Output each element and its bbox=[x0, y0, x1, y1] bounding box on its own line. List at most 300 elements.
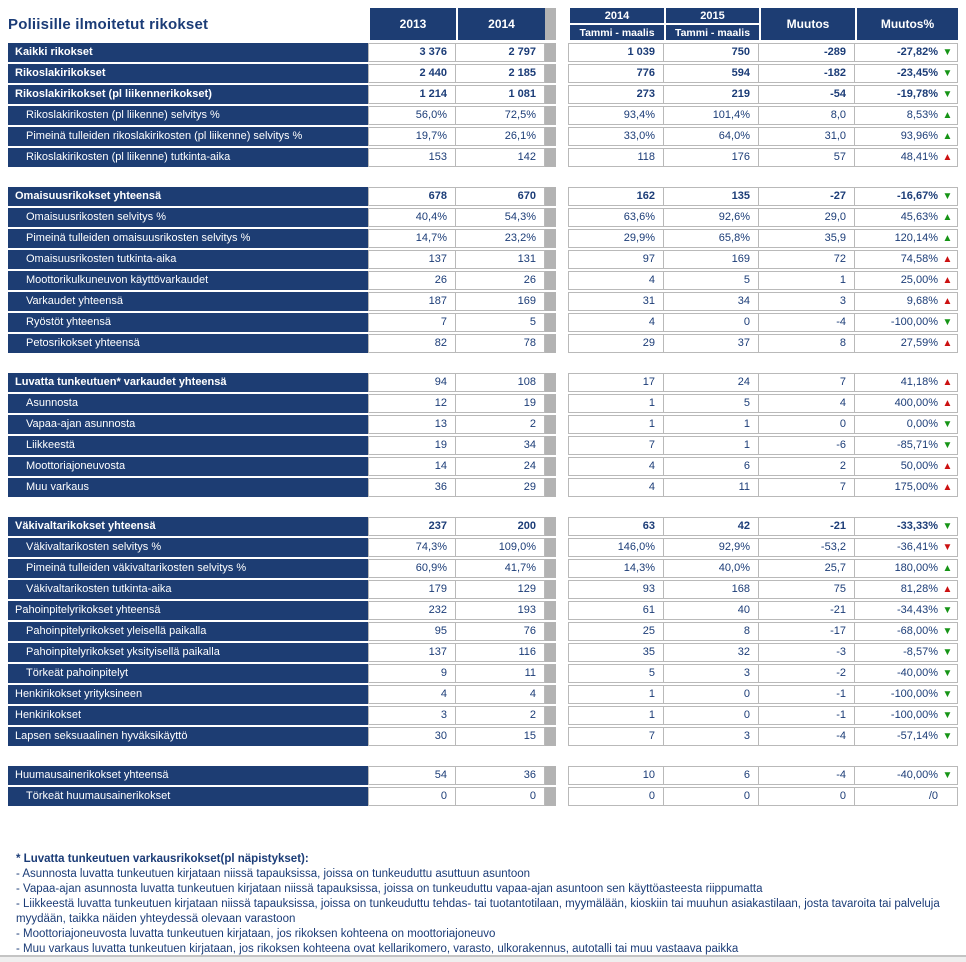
column-divider bbox=[545, 373, 568, 392]
col-header-2015-q1 bbox=[664, 8, 759, 40]
cell-2014-q1: 1 bbox=[568, 415, 664, 434]
cell-muutos: 3 bbox=[759, 292, 855, 311]
cell-2013: 187 bbox=[368, 292, 456, 311]
cell-muutos-pct bbox=[855, 229, 958, 248]
cell-2015-q1: 5 bbox=[664, 271, 759, 290]
trend-up-icon: ▲ bbox=[942, 212, 953, 223]
cell-2014: 36 bbox=[456, 766, 545, 785]
cell-2014-q1: 33,0% bbox=[568, 127, 664, 146]
divider-bar bbox=[545, 85, 556, 104]
cell-2014: 2 bbox=[456, 415, 545, 434]
table-row bbox=[8, 457, 958, 476]
cell-2015-q1: 176 bbox=[664, 148, 759, 167]
trend-up-icon: ▲ bbox=[942, 461, 953, 472]
row-label: Rikoslakirikosten (pl liikenne) selvitys % bbox=[8, 106, 368, 125]
cell-2013: 40,4% bbox=[368, 208, 456, 227]
table-header bbox=[8, 8, 958, 40]
cell-2014-q1: 1 bbox=[568, 685, 664, 704]
column-divider bbox=[545, 394, 568, 413]
cell-muutos: 0 bbox=[759, 415, 855, 434]
cell-2013: 0 bbox=[368, 787, 456, 806]
muutos-pct-value: /0 bbox=[928, 790, 938, 802]
column-divider bbox=[545, 457, 568, 476]
cell-2013: 1 214 bbox=[368, 85, 456, 104]
cell-muutos-pct bbox=[855, 457, 958, 476]
cell-muutos: -182 bbox=[759, 64, 855, 83]
row-label: Asunnosta bbox=[8, 394, 368, 413]
table-row bbox=[8, 727, 958, 746]
cell-muutos-pct bbox=[855, 643, 958, 662]
cell-2014: 670 bbox=[456, 187, 545, 206]
cell-2014: 26,1% bbox=[456, 127, 545, 146]
muutos-pct-value: 0,00% bbox=[906, 418, 938, 430]
col-header-2014-q1-year: 2014 bbox=[570, 8, 664, 23]
cell-2014: 2 797 bbox=[456, 43, 545, 62]
col-header-2015-q1-period: Tammi - maalis bbox=[666, 25, 759, 40]
cell-2015-q1: 135 bbox=[664, 187, 759, 206]
cell-2015-q1: 0 bbox=[664, 706, 759, 725]
muutos-pct-value: 41,18% bbox=[900, 376, 938, 388]
cell-muutos: 75 bbox=[759, 580, 855, 599]
cell-muutos-pct bbox=[855, 208, 958, 227]
cell-2014-q1: 1 039 bbox=[568, 43, 664, 62]
cell-2014: 76 bbox=[456, 622, 545, 641]
table-row bbox=[8, 664, 958, 683]
divider-bar bbox=[545, 622, 556, 641]
cell-2013: 9 bbox=[368, 664, 456, 683]
cell-2013: 30 bbox=[368, 727, 456, 746]
cell-muutos-pct bbox=[855, 85, 958, 104]
cell-2015-q1: 40,0% bbox=[664, 559, 759, 578]
cell-muutos-pct bbox=[855, 517, 958, 536]
cell-2014: 109,0% bbox=[456, 538, 545, 557]
row-label: Törkeät huumausainerikokset bbox=[8, 787, 368, 806]
column-divider bbox=[545, 478, 568, 497]
cell-2014-q1: 97 bbox=[568, 250, 664, 269]
column-divider bbox=[545, 229, 568, 248]
cell-2014: 29 bbox=[456, 478, 545, 497]
cell-muutos-pct bbox=[855, 766, 958, 785]
table-row bbox=[8, 334, 958, 353]
cell-2013: 74,3% bbox=[368, 538, 456, 557]
table-row bbox=[8, 229, 958, 248]
column-divider bbox=[545, 313, 568, 332]
cell-2014: 23,2% bbox=[456, 229, 545, 248]
cell-2013: 19,7% bbox=[368, 127, 456, 146]
muutos-pct-value: 93,96% bbox=[900, 130, 938, 142]
divider-bar bbox=[545, 292, 556, 311]
table-row bbox=[8, 517, 958, 536]
column-divider bbox=[545, 787, 568, 806]
column-divider bbox=[545, 664, 568, 683]
divider-bar bbox=[545, 787, 556, 806]
cell-muutos-pct bbox=[855, 727, 958, 746]
muutos-pct-value: -8,57% bbox=[903, 646, 938, 658]
trend-down-icon: ▼ bbox=[942, 770, 953, 781]
table-row bbox=[8, 478, 958, 497]
cell-muutos: -3 bbox=[759, 643, 855, 662]
cell-muutos-pct bbox=[855, 373, 958, 392]
divider-bar bbox=[545, 8, 556, 40]
trend-up-icon: ▲ bbox=[942, 482, 953, 493]
cell-muutos-pct bbox=[855, 292, 958, 311]
row-label: Omaisuusrikokset yhteensä bbox=[8, 187, 368, 206]
table-row bbox=[8, 685, 958, 704]
column-divider bbox=[545, 580, 568, 599]
cell-muutos-pct bbox=[855, 64, 958, 83]
cell-2013: 232 bbox=[368, 601, 456, 620]
cell-2015-q1: 40 bbox=[664, 601, 759, 620]
cell-muutos-pct bbox=[855, 106, 958, 125]
table-row bbox=[8, 127, 958, 146]
row-label: Henkirikokset yrityksineen bbox=[8, 685, 368, 704]
column-divider bbox=[545, 148, 568, 167]
trend-up-icon: ▲ bbox=[942, 296, 953, 307]
divider-bar bbox=[545, 208, 556, 227]
column-divider bbox=[545, 538, 568, 557]
cell-muutos-pct bbox=[855, 415, 958, 434]
muutos-pct-value: 180,00% bbox=[894, 562, 938, 574]
divider-bar bbox=[545, 706, 556, 725]
cell-2015-q1: 0 bbox=[664, 685, 759, 704]
table-row bbox=[8, 43, 958, 62]
divider-bar bbox=[545, 313, 556, 332]
divider-bar bbox=[545, 601, 556, 620]
row-label: Pahoinpitelyrikokset yksityisellä paikalla bbox=[8, 643, 368, 662]
table-row bbox=[8, 394, 958, 413]
cell-2015-q1: 0 bbox=[664, 313, 759, 332]
cell-muutos: 0 bbox=[759, 787, 855, 806]
divider-bar bbox=[545, 538, 556, 557]
row-label: Omaisuusrikosten tutkinta-aika bbox=[8, 250, 368, 269]
muutos-pct-value: -23,45% bbox=[897, 67, 938, 79]
divider-bar bbox=[545, 643, 556, 662]
footnote-line: - Muu varkaus luvatta tunkeutuen kirjataan, jos rikoksen kohteena ovat kellarikomero, varasto, ulkorakennus, autotalli tai muu vastaava paikka bbox=[16, 943, 739, 955]
trend-down-icon: ▼ bbox=[942, 317, 953, 328]
trend-down-icon: ▼ bbox=[942, 668, 953, 679]
cell-2015-q1: 3 bbox=[664, 664, 759, 683]
cell-2014: 193 bbox=[456, 601, 545, 620]
cell-2014-q1: 273 bbox=[568, 85, 664, 104]
trend-down-icon: ▼ bbox=[942, 419, 953, 430]
cell-2014-q1: 1 bbox=[568, 394, 664, 413]
trend-down-icon: ▼ bbox=[942, 440, 953, 451]
divider-bar bbox=[545, 436, 556, 455]
cell-2014: 116 bbox=[456, 643, 545, 662]
footnote-title: * Luvatta tunkeutuen varkausrikokset(pl näpistykset): bbox=[16, 853, 309, 865]
cell-2015-q1: 6 bbox=[664, 457, 759, 476]
trend-up-icon: ▲ bbox=[942, 110, 953, 121]
divider-bar bbox=[545, 727, 556, 746]
table-row bbox=[8, 250, 958, 269]
cell-2015-q1: 92,9% bbox=[664, 538, 759, 557]
cell-2013: 3 376 bbox=[368, 43, 456, 62]
cell-2014: 4 bbox=[456, 685, 545, 704]
cell-2014: 19 bbox=[456, 394, 545, 413]
footnote-line: - Moottoriajoneuvosta luvatta tunkeutuen kirjataan, jos rikoksen kohteena on moottoriajoneuvo bbox=[16, 928, 496, 940]
col-header-2013: 2013 bbox=[368, 8, 456, 40]
cell-2014-q1: 29,9% bbox=[568, 229, 664, 248]
muutos-pct-value: 120,14% bbox=[894, 232, 938, 244]
col-header-muutos-pct: Muutos% bbox=[855, 8, 958, 40]
cell-2014: 72,5% bbox=[456, 106, 545, 125]
cell-2014-q1: 31 bbox=[568, 292, 664, 311]
column-divider bbox=[545, 64, 568, 83]
cell-2015-q1: 65,8% bbox=[664, 229, 759, 248]
cell-2014-q1: 7 bbox=[568, 727, 664, 746]
cell-2013: 179 bbox=[368, 580, 456, 599]
cell-2015-q1: 32 bbox=[664, 643, 759, 662]
muutos-pct-value: 74,58% bbox=[900, 253, 938, 265]
muutos-pct-value: 25,00% bbox=[900, 274, 938, 286]
muutos-pct-value: 45,63% bbox=[900, 211, 938, 223]
divider-bar bbox=[545, 559, 556, 578]
table-row bbox=[8, 622, 958, 641]
cell-2015-q1: 64,0% bbox=[664, 127, 759, 146]
row-label: Huumausainerikokset yhteensä bbox=[8, 766, 368, 785]
cell-2014: 2 185 bbox=[456, 64, 545, 83]
table-row bbox=[8, 415, 958, 434]
column-divider bbox=[545, 271, 568, 290]
column-divider bbox=[545, 43, 568, 62]
cell-2013: 94 bbox=[368, 373, 456, 392]
table-row bbox=[8, 148, 958, 167]
cell-2015-q1: 24 bbox=[664, 373, 759, 392]
cell-2013: 13 bbox=[368, 415, 456, 434]
cell-muutos-pct bbox=[855, 559, 958, 578]
cell-muutos: -21 bbox=[759, 517, 855, 536]
cell-2013: 36 bbox=[368, 478, 456, 497]
muutos-pct-value: 9,68% bbox=[906, 295, 938, 307]
table-row bbox=[8, 538, 958, 557]
cell-2014: 108 bbox=[456, 373, 545, 392]
cell-2013: 12 bbox=[368, 394, 456, 413]
muutos-pct-value: 48,41% bbox=[900, 151, 938, 163]
trend-down-icon: ▼ bbox=[942, 605, 953, 616]
column-divider bbox=[545, 334, 568, 353]
row-label: Pimeinä tulleiden omaisuusrikosten selvitys % bbox=[8, 229, 368, 248]
cell-muutos-pct bbox=[855, 148, 958, 167]
cell-muutos-pct bbox=[855, 685, 958, 704]
cell-muutos: -54 bbox=[759, 85, 855, 104]
cell-2013: 60,9% bbox=[368, 559, 456, 578]
cell-2014: 5 bbox=[456, 313, 545, 332]
cell-muutos: -6 bbox=[759, 436, 855, 455]
cell-2015-q1: 1 bbox=[664, 415, 759, 434]
row-label: Väkivaltarikosten tutkinta-aika bbox=[8, 580, 368, 599]
cell-2014: 41,7% bbox=[456, 559, 545, 578]
cell-2015-q1: 8 bbox=[664, 622, 759, 641]
muutos-pct-value: -19,78% bbox=[897, 88, 938, 100]
trend-down-icon: ▼ bbox=[942, 68, 953, 79]
cell-2014: 54,3% bbox=[456, 208, 545, 227]
row-label: Pahoinpitelyrikokset yleisellä paikalla bbox=[8, 622, 368, 641]
cell-2014: 142 bbox=[456, 148, 545, 167]
table-row bbox=[8, 187, 958, 206]
row-label: Lapsen seksuaalinen hyväksikäyttö bbox=[8, 727, 368, 746]
cell-2014: 78 bbox=[456, 334, 545, 353]
col-header-muutos: Muutos bbox=[759, 8, 855, 40]
cell-2013: 82 bbox=[368, 334, 456, 353]
muutos-pct-value: 81,28% bbox=[900, 583, 938, 595]
cell-2015-q1: 34 bbox=[664, 292, 759, 311]
cell-2015-q1: 3 bbox=[664, 727, 759, 746]
trend-up-icon: ▲ bbox=[942, 131, 953, 142]
divider-bar bbox=[545, 229, 556, 248]
trend-down-icon: ▼ bbox=[942, 731, 953, 742]
column-divider bbox=[545, 8, 568, 40]
cell-2014: 200 bbox=[456, 517, 545, 536]
column-divider bbox=[545, 250, 568, 269]
divider-bar bbox=[545, 685, 556, 704]
muutos-pct-value: 8,53% bbox=[906, 109, 938, 121]
cell-muutos: 7 bbox=[759, 478, 855, 497]
muutos-pct-value: 400,00% bbox=[894, 397, 938, 409]
bottom-divider-bar bbox=[0, 955, 966, 962]
cell-2014-q1: 118 bbox=[568, 148, 664, 167]
cell-muutos: 35,9 bbox=[759, 229, 855, 248]
crime-statistics-table bbox=[8, 8, 958, 957]
cell-2014-q1: 5 bbox=[568, 664, 664, 683]
cell-muutos: 57 bbox=[759, 148, 855, 167]
divider-bar bbox=[545, 148, 556, 167]
row-label: Pahoinpitelyrikokset yhteensä bbox=[8, 601, 368, 620]
column-divider bbox=[545, 127, 568, 146]
column-divider bbox=[545, 415, 568, 434]
cell-2015-q1: 11 bbox=[664, 478, 759, 497]
cell-muutos-pct bbox=[855, 43, 958, 62]
muutos-pct-value: -34,43% bbox=[897, 604, 938, 616]
divider-bar bbox=[545, 394, 556, 413]
cell-2015-q1: 1 bbox=[664, 436, 759, 455]
col-header-2015-q1-year: 2015 bbox=[666, 8, 759, 23]
cell-2014: 11 bbox=[456, 664, 545, 683]
page-title: Poliisille ilmoitetut rikokset bbox=[8, 15, 209, 33]
trend-down-icon: ▼ bbox=[942, 710, 953, 721]
trend-down-icon: ▼ bbox=[942, 542, 953, 553]
trend-up-icon: ▲ bbox=[942, 275, 953, 286]
cell-2014: 26 bbox=[456, 271, 545, 290]
cell-2013: 678 bbox=[368, 187, 456, 206]
cell-muutos: 25,7 bbox=[759, 559, 855, 578]
cell-2014-q1: 1 bbox=[568, 706, 664, 725]
trend-down-icon: ▼ bbox=[942, 191, 953, 202]
table-row bbox=[8, 106, 958, 125]
table-row bbox=[8, 766, 958, 785]
row-label: Petosrikokset yhteensä bbox=[8, 334, 368, 353]
cell-2014-q1: 93 bbox=[568, 580, 664, 599]
trend-down-icon: ▼ bbox=[942, 521, 953, 532]
column-divider bbox=[545, 436, 568, 455]
row-label: Moottorikulkuneuvon käyttövarkaudet bbox=[8, 271, 368, 290]
muutos-pct-value: -16,67% bbox=[897, 190, 938, 202]
divider-bar bbox=[545, 415, 556, 434]
cell-muutos: -21 bbox=[759, 601, 855, 620]
cell-2014-q1: 4 bbox=[568, 478, 664, 497]
divider-bar bbox=[545, 187, 556, 206]
cell-2015-q1: 0 bbox=[664, 787, 759, 806]
divider-bar bbox=[545, 334, 556, 353]
footnote-line: - Asunnosta luvatta tunkeutuen kirjataan niissä tapauksissa, joissa on tunkeuduttu asuttuun asuntoon bbox=[16, 868, 531, 880]
table-row bbox=[8, 643, 958, 662]
cell-2013: 7 bbox=[368, 313, 456, 332]
cell-2014: 34 bbox=[456, 436, 545, 455]
cell-2014-q1: 63 bbox=[568, 517, 664, 536]
cell-2014-q1: 146,0% bbox=[568, 538, 664, 557]
table-row bbox=[8, 436, 958, 455]
trend-up-icon: ▲ bbox=[942, 152, 953, 163]
cell-2015-q1: 750 bbox=[664, 43, 759, 62]
cell-muutos: 29,0 bbox=[759, 208, 855, 227]
cell-2014-q1: 4 bbox=[568, 271, 664, 290]
cell-muutos-pct bbox=[855, 580, 958, 599]
divider-bar bbox=[545, 517, 556, 536]
column-divider bbox=[545, 601, 568, 620]
cell-2014: 0 bbox=[456, 787, 545, 806]
cell-muutos-pct bbox=[855, 313, 958, 332]
cell-muutos-pct bbox=[855, 664, 958, 683]
table-section bbox=[8, 766, 958, 806]
divider-bar bbox=[545, 43, 556, 62]
divider-bar bbox=[545, 127, 556, 146]
row-label: Omaisuusrikosten selvitys % bbox=[8, 208, 368, 227]
column-divider bbox=[545, 517, 568, 536]
row-label: Pimeinä tulleiden väkivaltarikosten selvitys % bbox=[8, 559, 368, 578]
cell-muutos: 72 bbox=[759, 250, 855, 269]
cell-2015-q1: 5 bbox=[664, 394, 759, 413]
cell-2013: 95 bbox=[368, 622, 456, 641]
footnote-line: - Vapaa-ajan asunnosta luvatta tunkeutuen kirjataan niissä tapauksissa, joissa on tunkeuduttu vapaa-ajan asuntoon sen käyttöasteesta riippumatta bbox=[16, 883, 763, 895]
cell-2014-q1: 17 bbox=[568, 373, 664, 392]
col-header-2014-q1-period: Tammi - maalis bbox=[570, 25, 664, 40]
cell-2014: 24 bbox=[456, 457, 545, 476]
cell-2014-q1: 93,4% bbox=[568, 106, 664, 125]
divider-bar bbox=[545, 64, 556, 83]
column-divider bbox=[545, 292, 568, 311]
column-divider bbox=[545, 706, 568, 725]
cell-muutos-pct bbox=[855, 538, 958, 557]
cell-2014: 15 bbox=[456, 727, 545, 746]
cell-2014-q1: 0 bbox=[568, 787, 664, 806]
divider-bar bbox=[545, 457, 556, 476]
divider-bar bbox=[545, 250, 556, 269]
cell-muutos: -53,2 bbox=[759, 538, 855, 557]
cell-2013: 14 bbox=[368, 457, 456, 476]
muutos-pct-value: -40,00% bbox=[897, 769, 938, 781]
row-label: Rikoslakirikokset (pl liikennerikokset) bbox=[8, 85, 368, 104]
cell-muutos-pct bbox=[855, 436, 958, 455]
row-label: Törkeät pahoinpitelyt bbox=[8, 664, 368, 683]
row-label: Rikoslakirikosten (pl liikenne) tutkinta-aika bbox=[8, 148, 368, 167]
table-row bbox=[8, 313, 958, 332]
col-header-2014-q1 bbox=[568, 8, 664, 40]
cell-2013: 2 440 bbox=[368, 64, 456, 83]
cell-2014: 2 bbox=[456, 706, 545, 725]
cell-muutos-pct bbox=[855, 334, 958, 353]
cell-2015-q1: 168 bbox=[664, 580, 759, 599]
trend-down-icon: ▼ bbox=[942, 47, 953, 58]
table-row bbox=[8, 787, 958, 806]
table-section bbox=[8, 517, 958, 746]
cell-2014-q1: 29 bbox=[568, 334, 664, 353]
cell-muutos: 7 bbox=[759, 373, 855, 392]
cell-2013: 237 bbox=[368, 517, 456, 536]
trend-down-icon: ▼ bbox=[942, 626, 953, 637]
trend-up-icon: ▲ bbox=[942, 254, 953, 265]
divider-bar bbox=[545, 478, 556, 497]
muutos-pct-value: -36,41% bbox=[897, 541, 938, 553]
cell-2014-q1: 776 bbox=[568, 64, 664, 83]
